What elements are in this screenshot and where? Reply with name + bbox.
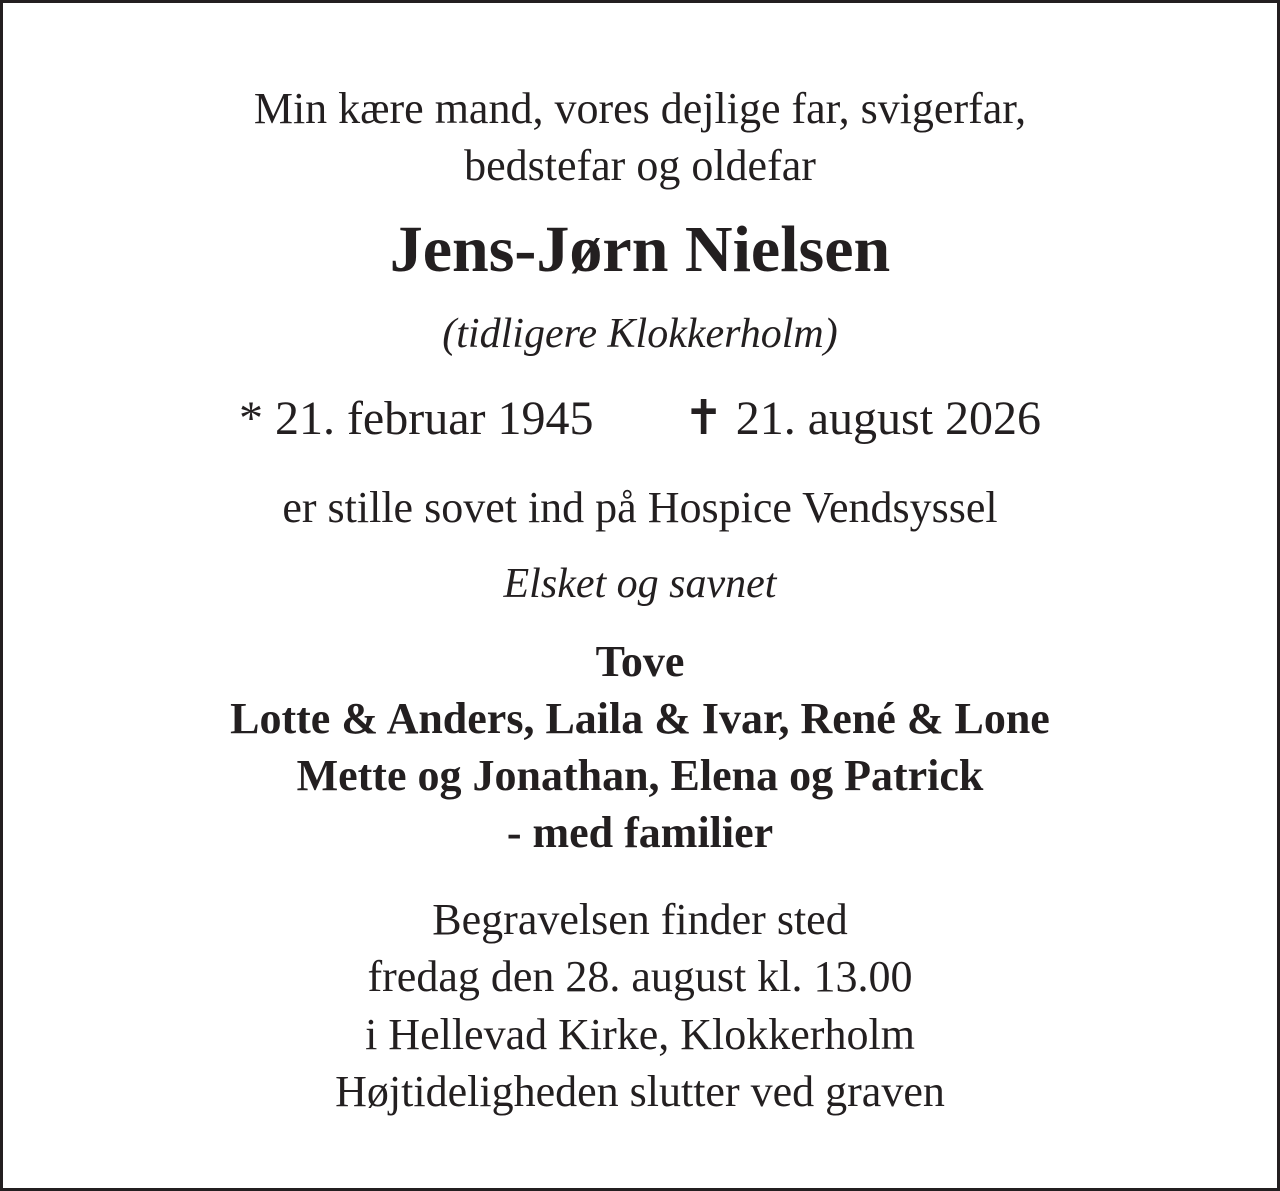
funeral-line-4: Højtideligheden slutter ved graven	[335, 1067, 945, 1116]
death-date: ✝ 21. august 2026	[683, 392, 1042, 445]
passed-away-text: er stille sovet ind på Hospice Vendsyssel	[282, 483, 998, 532]
funeral-line-3: i Hellevad Kirke, Klokkerholm	[365, 1010, 915, 1059]
family-line-1: Tove	[595, 637, 685, 686]
family-line-3: Mette og Jonathan, Elena og Patrick	[296, 751, 984, 800]
life-dates	[3, 392, 1277, 445]
family-line-4: - med familier	[506, 808, 774, 857]
funeral-line-2: fredag den 28. august kl. 13.00	[367, 952, 913, 1001]
former-residence: (tidligere Klokkerholm)	[442, 311, 838, 357]
deceased-name: Jens-Jørn Nielsen	[389, 213, 891, 286]
intro-line-2: bedstefar og oldefar	[464, 141, 816, 190]
intro-line-1: Min kære mand, vores dejlige far, svigerfar,	[253, 84, 1027, 133]
family-line-2: Lotte & Anders, Laila & Ivar, René & Lone	[230, 694, 1050, 743]
birth-date: * 21. februar 1945	[238, 392, 594, 445]
funeral-line-1: Begravelsen finder sted	[432, 895, 848, 944]
loved-and-missed: Elsket og savnet	[503, 561, 777, 607]
